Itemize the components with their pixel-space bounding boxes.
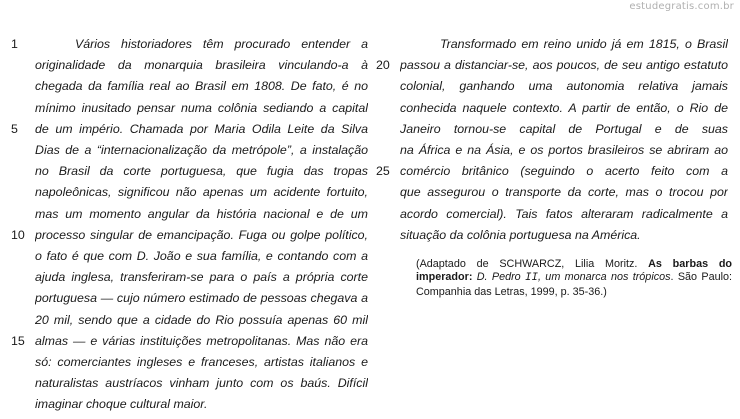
left-text-line: almas — e várias instituições metropolitanas. Mas não era [35,333,368,348]
citation-colon: : [468,271,477,284]
right-text-line: Janeiro tornou-se capital de Portugal e de suas [400,121,728,136]
left-text-line: naturalistas austríacos vinham junto com os baús. Difícil [35,376,368,391]
right-text-line: colonial, ganhando uma autonomia relativa jamais [400,79,728,94]
citation-prefix: (Adaptado de SCHWARCZ, Lilia Moritz. [416,258,649,270]
left-text-line: originalidade da monarquia brasileira vinculando-a à [35,58,368,73]
left-text-line: o fato é que com D. João e sua família, e contando com a [35,249,368,263]
watermark: estudegratis.com.br [629,1,734,12]
left-text-line: imaginar choque cultural maior. [35,397,208,412]
right-text-line: passou a distanciar-se, aos poucos, de seu antigo estatuto [400,58,728,73]
citation-subtitle-b: , um monarca nos trópicos [537,271,671,284]
right-text-line: conhecida naquele contexto. A partir de então, o Rio de [400,100,728,115]
left-text-line: napoleônicas, significou não apenas um acidente fortuito, [35,185,368,200]
left-text-line-number: 15 [11,333,25,348]
left-text-line-number: 1 [11,37,18,51]
left-text-line: Dias de a “internacionalização da metrópole”, a instalação [35,143,368,157]
left-text-line: chegada da família real ao Brasil em 1808. De fato, é no [35,79,368,94]
left-text-line: de um império. Chamada por Maria Odila Leite da Silva [35,121,368,136]
citation-subtitle-a: D. Pedro [476,271,526,284]
left-text-line-number: 5 [11,121,18,136]
left-text-line: Vários historiadores têm procurado entender a [75,37,368,51]
left-text-line: no Brasil da corte portuguesa, que fugia das tropas [35,164,368,179]
left-text-line-number: 10 [11,227,25,242]
citation-suffix: . São Paulo: Companhia das Letras, 1999, p. 35-36.) [416,271,732,298]
left-text-line: só: comerciantes ingleses e franceses, artistas italianos e [35,355,368,369]
left-text-line: ajuda inglesa, transferiram-se para o país a própria corte [35,270,368,285]
right-text-line: situação da colônia portuguesa na América. [400,227,641,242]
left-text-line: mas um momento angular da história nacional e de um [35,206,368,221]
citation-book-title: As barbas do imperador [416,258,733,284]
left-text-line: portuguesa — cujo número estimado de pessoas chegava a [35,291,368,306]
left-text-line: processo singular de emancipação. Fuga ou golpe político, [35,227,368,242]
left-text-line: 20 mil, sendo que a cidade do Rio possuía apenas 60 mil [35,312,368,327]
right-text-line: na África e na Ásia, e os portos brasileiros se abriram ao [400,143,728,157]
left-text-line: mínimo inusitado pensar numa colônia sediando a capital [35,100,368,115]
right-text-line: Transformado em reino unido já em 1815, o Brasil [440,37,728,51]
citation [416,258,732,299]
right-text-line: acordo comercial). Tais fatos alteraram radicalmente a [400,206,728,221]
right-text-line: que assegurou o transporte da corte, mas o trocou por [400,185,728,200]
right-text-line-number: 25 [376,164,390,179]
citation-subtitle-roman: II [525,272,538,285]
right-text-line: comércio britânico (seguindo o acerto feito com a [400,164,728,179]
right-text-line-number: 20 [376,58,390,73]
